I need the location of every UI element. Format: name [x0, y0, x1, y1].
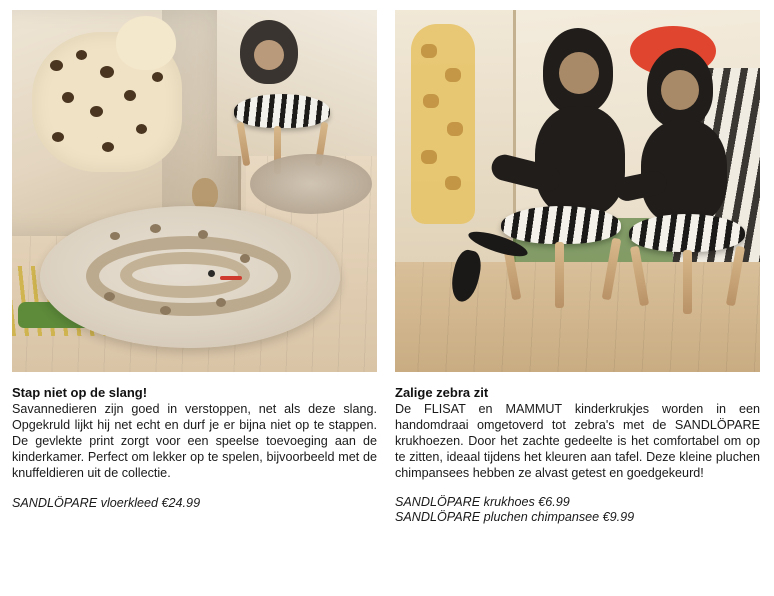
- leopard-spot: [90, 106, 103, 117]
- price-item: SANDLÖPARE vloerkleed €24.99: [12, 495, 201, 510]
- leopard-spot: [76, 50, 87, 60]
- price-item: SANDLÖPARE pluchen chimpansee €9.99: [395, 509, 635, 524]
- zebra-stool-cover: [234, 94, 330, 128]
- chimp-face: [559, 52, 599, 94]
- product-column-right: [395, 10, 760, 596]
- leopard-spot: [136, 124, 147, 134]
- stool-leg: [683, 250, 692, 314]
- leopard-spot: [52, 132, 64, 142]
- leopard-spot: [50, 60, 63, 71]
- plush-chimpanzee: [543, 28, 613, 114]
- chimp-body: [535, 106, 625, 216]
- snake-spot: [240, 254, 250, 263]
- zebra-stool-cover: [629, 214, 745, 252]
- snake-spot: [198, 230, 208, 239]
- snake-spot: [104, 292, 115, 301]
- giraffe-spot: [445, 176, 461, 190]
- leopard-spot: [100, 66, 114, 78]
- snake-spot: [110, 232, 120, 240]
- product-column-left: [12, 10, 377, 596]
- snake-spot: [160, 306, 171, 315]
- plush-chimpanzee: [647, 48, 713, 128]
- snake-rug: [40, 206, 340, 348]
- small-round-rug: [250, 154, 372, 214]
- snake-spot: [150, 224, 161, 233]
- plush-monkey: [240, 20, 298, 84]
- zebra-stool-cover: [501, 206, 621, 244]
- leopard-spot: [124, 90, 136, 101]
- snake-spot: [216, 298, 226, 307]
- price-item: SANDLÖPARE krukhoes €6.99: [395, 494, 570, 509]
- product-photo-rug: [12, 10, 377, 372]
- stool-leg: [555, 242, 564, 308]
- giraffe-illustration: [411, 24, 475, 224]
- product-description: Savannedieren zijn goed in verstoppen, net als deze slang. Opgekruld lijkt hij net echt en durf je er bijna niet op te stappen. De gevlekte print zorgt voor een speelse toevoeging aan de kinderkamer. Perfect om lekker op te spelen, bijvoorbeeld met de knuffeldieren uit de collectie.: [12, 402, 377, 480]
- chimp-face: [661, 70, 699, 110]
- leopard-spot: [62, 92, 74, 103]
- giraffe-spot: [421, 150, 437, 164]
- floor-surface: [395, 262, 760, 372]
- snake-tongue: [220, 276, 242, 280]
- product-description: De FLISAT en MAMMUT kinderkrukjes worden in een handomdraai omgetoverd tot zebra's met de SANDLÖPARE krukhoezen. Door het zachte gedeelte is het comfortabel om op te zitten, ideaal tijdens het kleuren aan tafel. Deze kleine pluchen chimpansees hebben ze alvast getest en goedgekeurd!: [395, 402, 760, 480]
- page-title: Stap niet op de slang!: [12, 385, 148, 400]
- giraffe-spot: [421, 44, 437, 58]
- leopard-spot: [102, 142, 114, 152]
- giraffe-spot: [423, 94, 439, 108]
- snake-coil-inner: [120, 252, 250, 298]
- giraffe-spot: [445, 68, 461, 82]
- price-list: [12, 496, 377, 510]
- price-list: [395, 495, 760, 524]
- tent-panel-left: [395, 10, 516, 274]
- snake-eye: [208, 270, 215, 277]
- leopard-illustration: [32, 32, 182, 172]
- leopard-spot: [152, 72, 163, 82]
- page-title: Zalige zebra zit: [395, 385, 489, 400]
- product-photo-stools: [395, 10, 760, 372]
- giraffe-spot: [447, 122, 463, 136]
